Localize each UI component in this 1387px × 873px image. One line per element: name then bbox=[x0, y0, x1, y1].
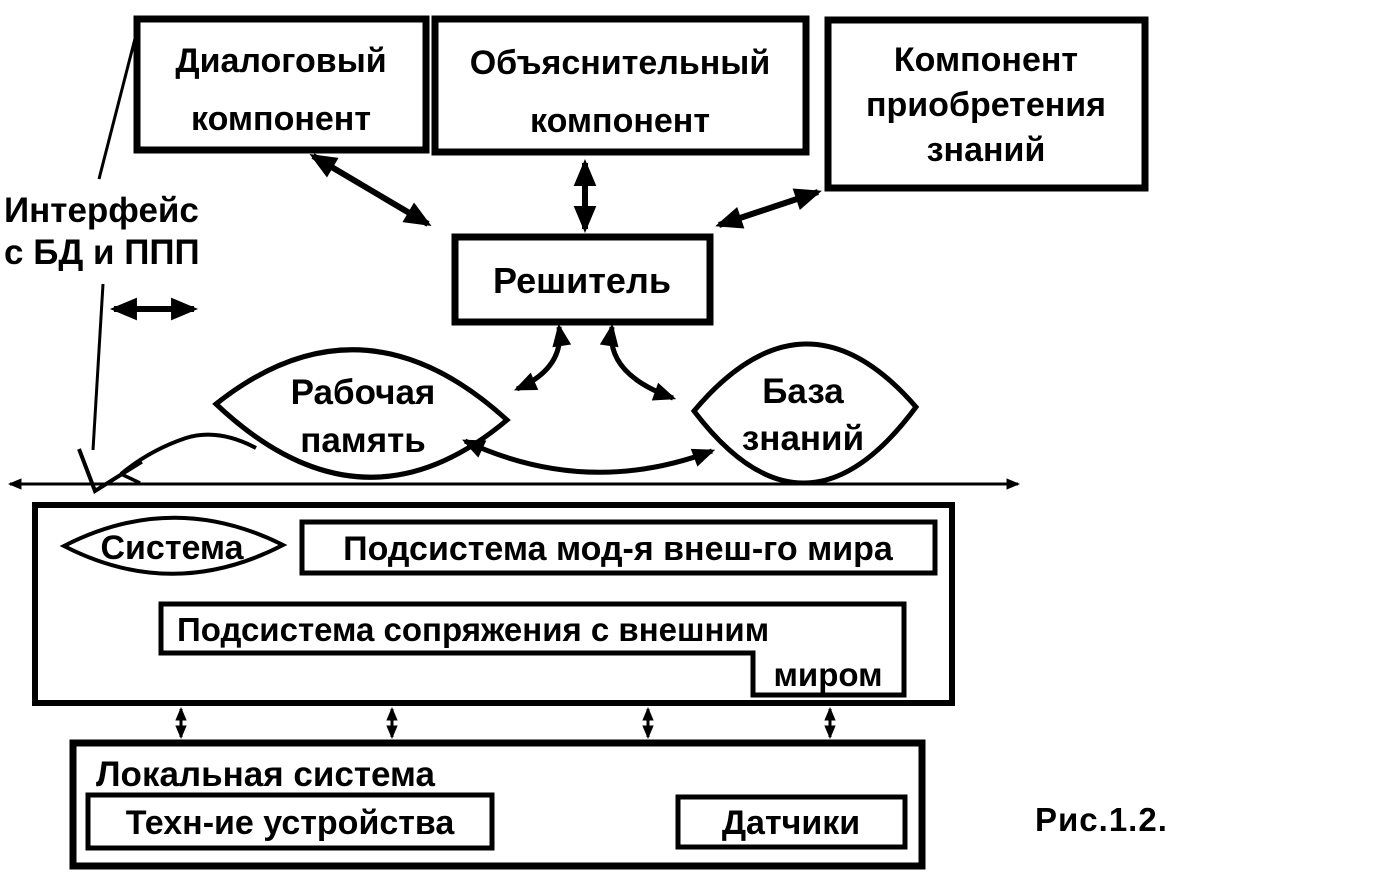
system-label: Система bbox=[100, 529, 244, 567]
node-knowledge-base bbox=[694, 344, 916, 483]
working-memory-label: память bbox=[300, 421, 426, 460]
dialog-component-label: Диалоговый bbox=[175, 42, 387, 80]
modeling-subsystem-label: Подсистема мод-я внеш-го мира bbox=[343, 530, 893, 568]
node-acquisition-component bbox=[828, 20, 1145, 188]
wavy-link-arrowhead-icon bbox=[121, 474, 140, 483]
node-working-memory bbox=[216, 350, 507, 478]
interface-note bbox=[4, 191, 200, 272]
node-dialog-component bbox=[137, 19, 426, 150]
interfacing-subsystem-label: Подсистема сопряжения с внешним bbox=[177, 611, 770, 648]
figure-caption: Рис.1.2. bbox=[1035, 801, 1168, 838]
interface-note-label: Интерфейс bbox=[4, 191, 199, 230]
node-system-block bbox=[35, 505, 952, 703]
interface-note-label: с БД и ППП bbox=[4, 233, 200, 272]
acquisition-component-label: знаний bbox=[926, 131, 1046, 169]
solver-label: Решитель bbox=[493, 260, 671, 301]
sensors-label: Датчики bbox=[721, 804, 861, 842]
arrow-solver-knowledge-base bbox=[611, 327, 673, 398]
knowledge-base-label: знаний bbox=[741, 419, 865, 458]
working-memory-label: Рабочая bbox=[290, 373, 436, 412]
node-local-system bbox=[73, 743, 922, 866]
arrow-solver-acquisition bbox=[719, 192, 818, 225]
acquisition-component-label: Компонент bbox=[893, 41, 1079, 79]
knowledge-base-label: База bbox=[762, 372, 844, 411]
interface-lead-top bbox=[99, 23, 139, 179]
tech-devices-label: Техн-ие устройства bbox=[125, 804, 455, 842]
dialog-component-label: компонент bbox=[191, 100, 371, 138]
knowledge-base-lens bbox=[694, 344, 916, 483]
working-memory-wavy-link bbox=[121, 435, 256, 474]
explanatory-component-label: компонент bbox=[530, 102, 710, 140]
arrow-dialog-solver bbox=[313, 156, 428, 224]
arrow-solver-working-memory bbox=[517, 327, 560, 389]
local-system-label: Локальная система bbox=[96, 755, 435, 794]
node-explanatory-component bbox=[435, 19, 806, 152]
acquisition-component-label: приобретения bbox=[865, 86, 1107, 124]
node-solver bbox=[455, 237, 710, 322]
interfacing-subsystem-label: миром bbox=[773, 656, 883, 693]
explanatory-component-label: Объяснительный bbox=[469, 44, 771, 82]
arrow-working-memory-knowledge-base bbox=[465, 441, 712, 472]
interface-lead-bottom bbox=[93, 284, 103, 450]
